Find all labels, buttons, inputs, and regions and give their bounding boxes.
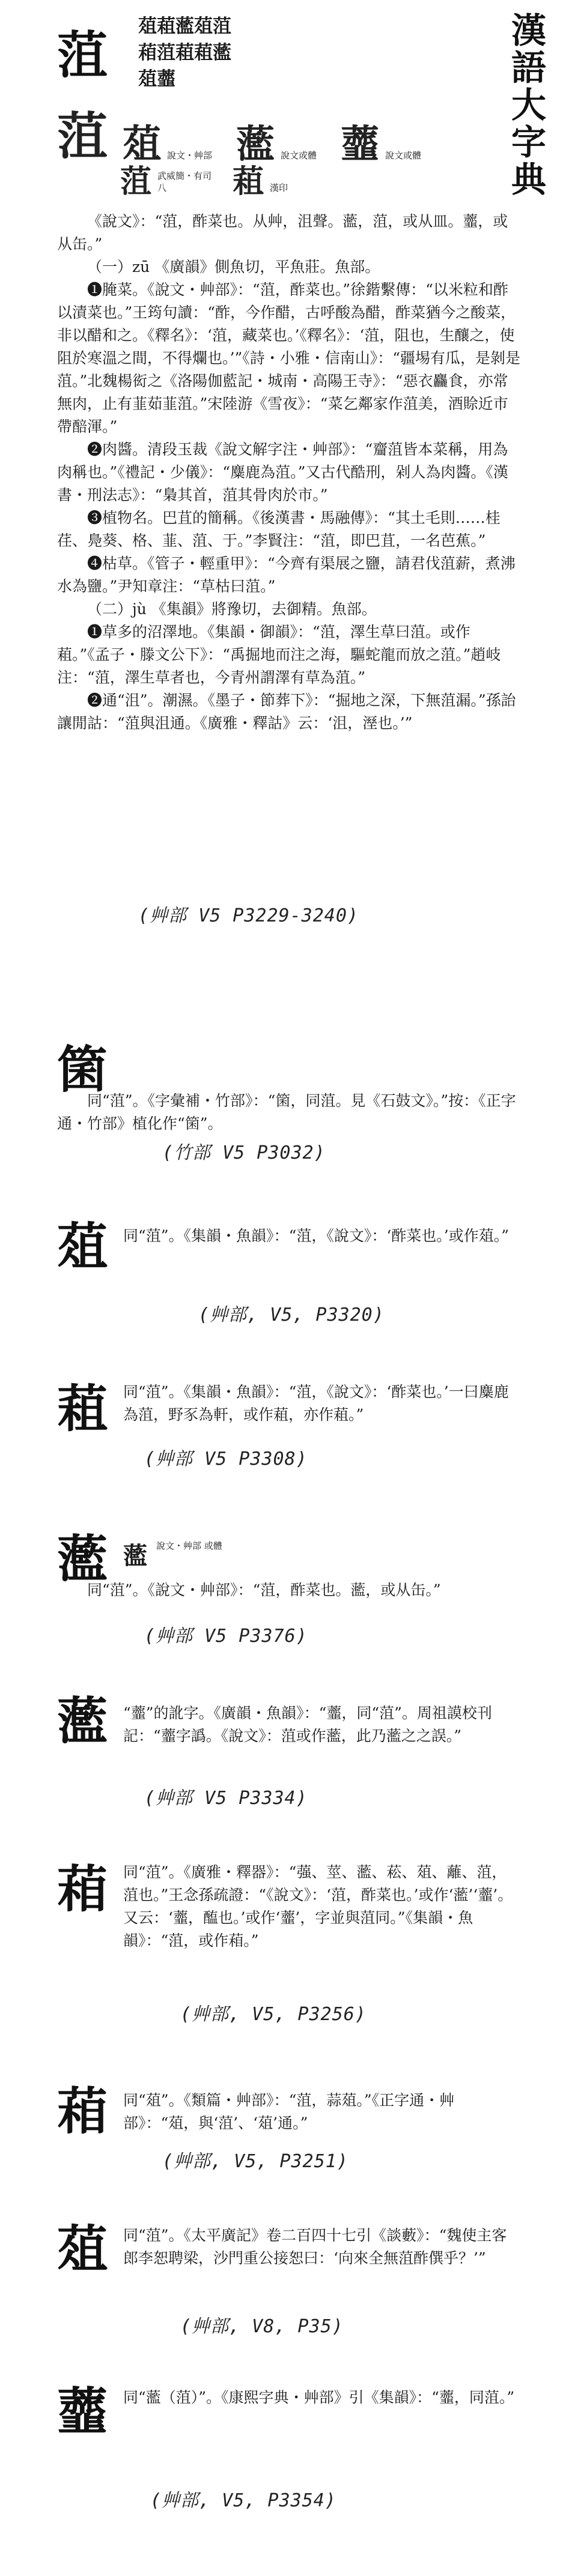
handwritten-note-4: (艸部 V5 P3376) bbox=[144, 1626, 308, 1647]
entry-1-character: 箘 bbox=[57, 1040, 108, 1099]
seal-glyph-3-caption: 說文或體 bbox=[385, 150, 422, 161]
head-character-large: 菹 bbox=[57, 106, 108, 166]
entry-4-character: 蘫 bbox=[57, 1529, 108, 1588]
entry-5-definition: “虀”的訛字。《廣韻・魚韻》：“虀，同“菹”。周祖謨校刊記：“虀字譌。《說文》：菹或作蘫，此乃蘫之之誤。” bbox=[123, 1704, 492, 1745]
entry-6-text bbox=[123, 1861, 520, 1952]
sense-1-4: ❹枯草。《管子・輕重甲》：“今齊有渠展之鹽，請君伐菹薪，煮沸水為鹽。”尹知章注：“草枯曰菹。” bbox=[57, 555, 516, 595]
entry-4-text bbox=[57, 1579, 520, 1602]
variants-line-3: 葅虀 bbox=[138, 68, 175, 90]
entry-7-character: 葙 bbox=[57, 2081, 108, 2141]
seal-glyph-2: 蘫 bbox=[236, 122, 275, 167]
ancient-forms-row-2 bbox=[120, 156, 288, 201]
entry-9-text bbox=[123, 2386, 520, 2409]
entry-6-character: 葙 bbox=[57, 1859, 108, 1919]
sense-1-3: ❸植物名。巴苴的簡稱。《後漢書・馬融傳》：“其土毛則……桂荏、鳧葵、格、韮、菹、于。”李賢注：“菹，即巴苴，一名芭蕉。” bbox=[57, 509, 501, 549]
handwritten-note-1: (竹部 V5 P3032) bbox=[162, 1142, 326, 1163]
seal-glyph-2-caption: 說文或體 bbox=[281, 150, 317, 161]
entry-8-character: 葅 bbox=[57, 2219, 108, 2279]
entry-5-character: 蘫 bbox=[57, 1691, 108, 1751]
head-character: 菹 bbox=[57, 25, 108, 85]
handwritten-note-9: (艸部, V5, P3354) bbox=[150, 2490, 336, 2511]
seal-stamp-caption: 漢印 bbox=[270, 182, 288, 193]
main-definition bbox=[57, 210, 523, 735]
handwritten-note-5: (艸部 V5 P3334) bbox=[144, 1788, 308, 1809]
seal-glyph-3: 虀 bbox=[341, 122, 380, 167]
sense-1-1: ❶腌菜。《說文・艸部》：“菹，酢菜也。”徐鍇繫傳：“以米粒和酢以漬菜也。”王筠句讀：“酢，今作醋，古呼酸為醋，酢菜猶今之酸菜，非以醋和之。《釋名》：‘菹，藏菜也。’《釋名》：‘菹，阻也，生釀之，使阻於寒溫之間，不得爛也。’”《詩・小雅・信南山》：“疆埸有瓜，是剝是菹。”北魏楊衒之《洛陽伽藍記・城南・高陽王寺》：“惡衣麤食，亦常無肉，止有韮茹韮菹。”宋陸游《雪夜》：“菜乞鄰家作菹美，酒賒近市帶醅渾。” bbox=[57, 281, 521, 435]
handwritten-note-2: (艸部, V5, P3320) bbox=[198, 1305, 385, 1326]
entry-1-definition: 同“菹”。《字彙補・竹部》：“箘，同菹。見《石鼓文》。”按：《正字通・竹部》植化作“箘”。 bbox=[57, 1092, 516, 1132]
dictionary-title-badge: 漢語大字典 bbox=[505, 12, 546, 198]
entry-9-definition: 同“蘫（菹）”。《康熙字典・艸部》引《集韻》：“虀，同菹。” bbox=[123, 2389, 515, 2406]
entry-4-seal-glyph: 蘫 bbox=[123, 1542, 147, 1570]
seal-stamp-glyph: 蒩 bbox=[233, 163, 264, 200]
seal-glyph-1: 葅 bbox=[123, 122, 162, 167]
handwritten-note-main: (艸部 V5 P3229-3240) bbox=[138, 905, 359, 926]
entry-5-text bbox=[123, 1702, 520, 1748]
reading-2-header: （二）jù 《集韻》將豫切，去御精。魚部。 bbox=[87, 600, 377, 618]
variants-line-1: 葅蒩蘫葅菹 bbox=[138, 16, 231, 37]
sense-2-1: ❶草多的沼澤地。《集韻・御韻》：“菹，澤生草曰菹。或作蒩。”《孟子・滕文公下》：“禹掘地而注之海，驅蛇龍而放之菹。”趙岐注：“菹，澤生草者也，今青州謂澤有草為菹。” bbox=[57, 623, 501, 686]
handwritten-note-3: (艸部 V5 P3308) bbox=[144, 1449, 308, 1470]
entry-2-definition: 同“菹”。《集韻・魚韻》：“菹，《說文》：‘酢菜也。’或作葅。” bbox=[123, 1227, 510, 1244]
shuowen-quote: 《說文》：“菹，酢菜也。从艸，沮聲。蘫，菹，或从皿。虀，或从缶。” bbox=[57, 213, 508, 253]
entry-8-text bbox=[123, 2224, 520, 2270]
entry-1-text bbox=[57, 1090, 520, 1135]
entry-2-character: 葅 bbox=[57, 1217, 108, 1276]
sense-1-2: ❷肉醬。清段玉裁《說文解字注・艸部》：“齏菹皆本菜稱，用為肉稱也。”《禮記・少儀》：“麋鹿為菹。”又古代酷刑，剁人為肉醬。《漢書・刑法志》：“梟其首，菹其骨肉於市。” bbox=[57, 441, 508, 504]
entry-8-definition: 同“菹”。《太平廣記》卷二百四十七引《談藪》：“魏使主客郎李恕聘梁，沙門重公接恕曰：‘向來全無菹酢僎乎？’” bbox=[123, 2227, 507, 2267]
handwritten-note-6: (艸部, V5, P3256) bbox=[180, 2004, 367, 2025]
seal-glyph-1-caption: 說文・艸部 bbox=[167, 150, 213, 161]
entry-3-character: 蒩 bbox=[57, 1379, 108, 1438]
entry-3-text bbox=[123, 1381, 520, 1426]
entry-6-definition: 同“菹”。《廣雅・釋器》：“蔃、莖、蘫、菘、葅、蘺、菹，菹也。”王念孫疏證：“《說文》：‘菹，酢菜也。’或作‘蘫’‘虀’。又云：‘虀，醢也。’或作‘虀’，字並與菹同。”《集韻・魚韻》：“菹，或作葙。” bbox=[123, 1863, 513, 1949]
bamboo-slip-caption: 武威簡・有司八 bbox=[157, 170, 212, 193]
handwritten-note-8: (艸部, V8, P35) bbox=[180, 2316, 344, 2337]
handwritten-note-7: (艸部, V5, P3251) bbox=[162, 2151, 348, 2172]
sense-2-2: ❷通“沮”。潮濕。《墨子・節葬下》：“掘地之深，下無菹漏。”孫詒讓閒詁：“菹與沮通。《廣雅・釋詁》云：‘沮，溼也。’” bbox=[57, 692, 516, 732]
head-variants bbox=[138, 13, 270, 92]
entry-4-definition: 同“菹”。《說文・艸部》：“菹，酢菜也。蘫，或从缶。” bbox=[87, 1581, 441, 1599]
entry-7-definition: 同“葅”。《類篇・艸部》：“菹，蒜葅。”《正字通・艸部》：“葅，與‘菹’、‘葅’通。” bbox=[123, 2092, 455, 2132]
entry-7-text bbox=[123, 2089, 520, 2135]
bamboo-slip-glyph: 菹 bbox=[120, 163, 152, 200]
reading-1-header: （一）zū 《廣韻》側魚切，平魚莊。魚部。 bbox=[87, 258, 380, 276]
entry-9-character: 虀 bbox=[57, 2381, 108, 2441]
variants-line-2: 葙菹蒩蒩蘫 bbox=[138, 42, 231, 64]
entry-4-caption: 說文・艸部 或體 bbox=[156, 1540, 222, 1551]
entry-3-definition: 同“菹”。《集韻・魚韻》：“菹，《說文》：‘酢菜也。’一曰麋鹿為菹，野豕為軒，或作蒩，亦作蒩。” bbox=[123, 1383, 509, 1423]
entry-2-text bbox=[123, 1225, 520, 1247]
